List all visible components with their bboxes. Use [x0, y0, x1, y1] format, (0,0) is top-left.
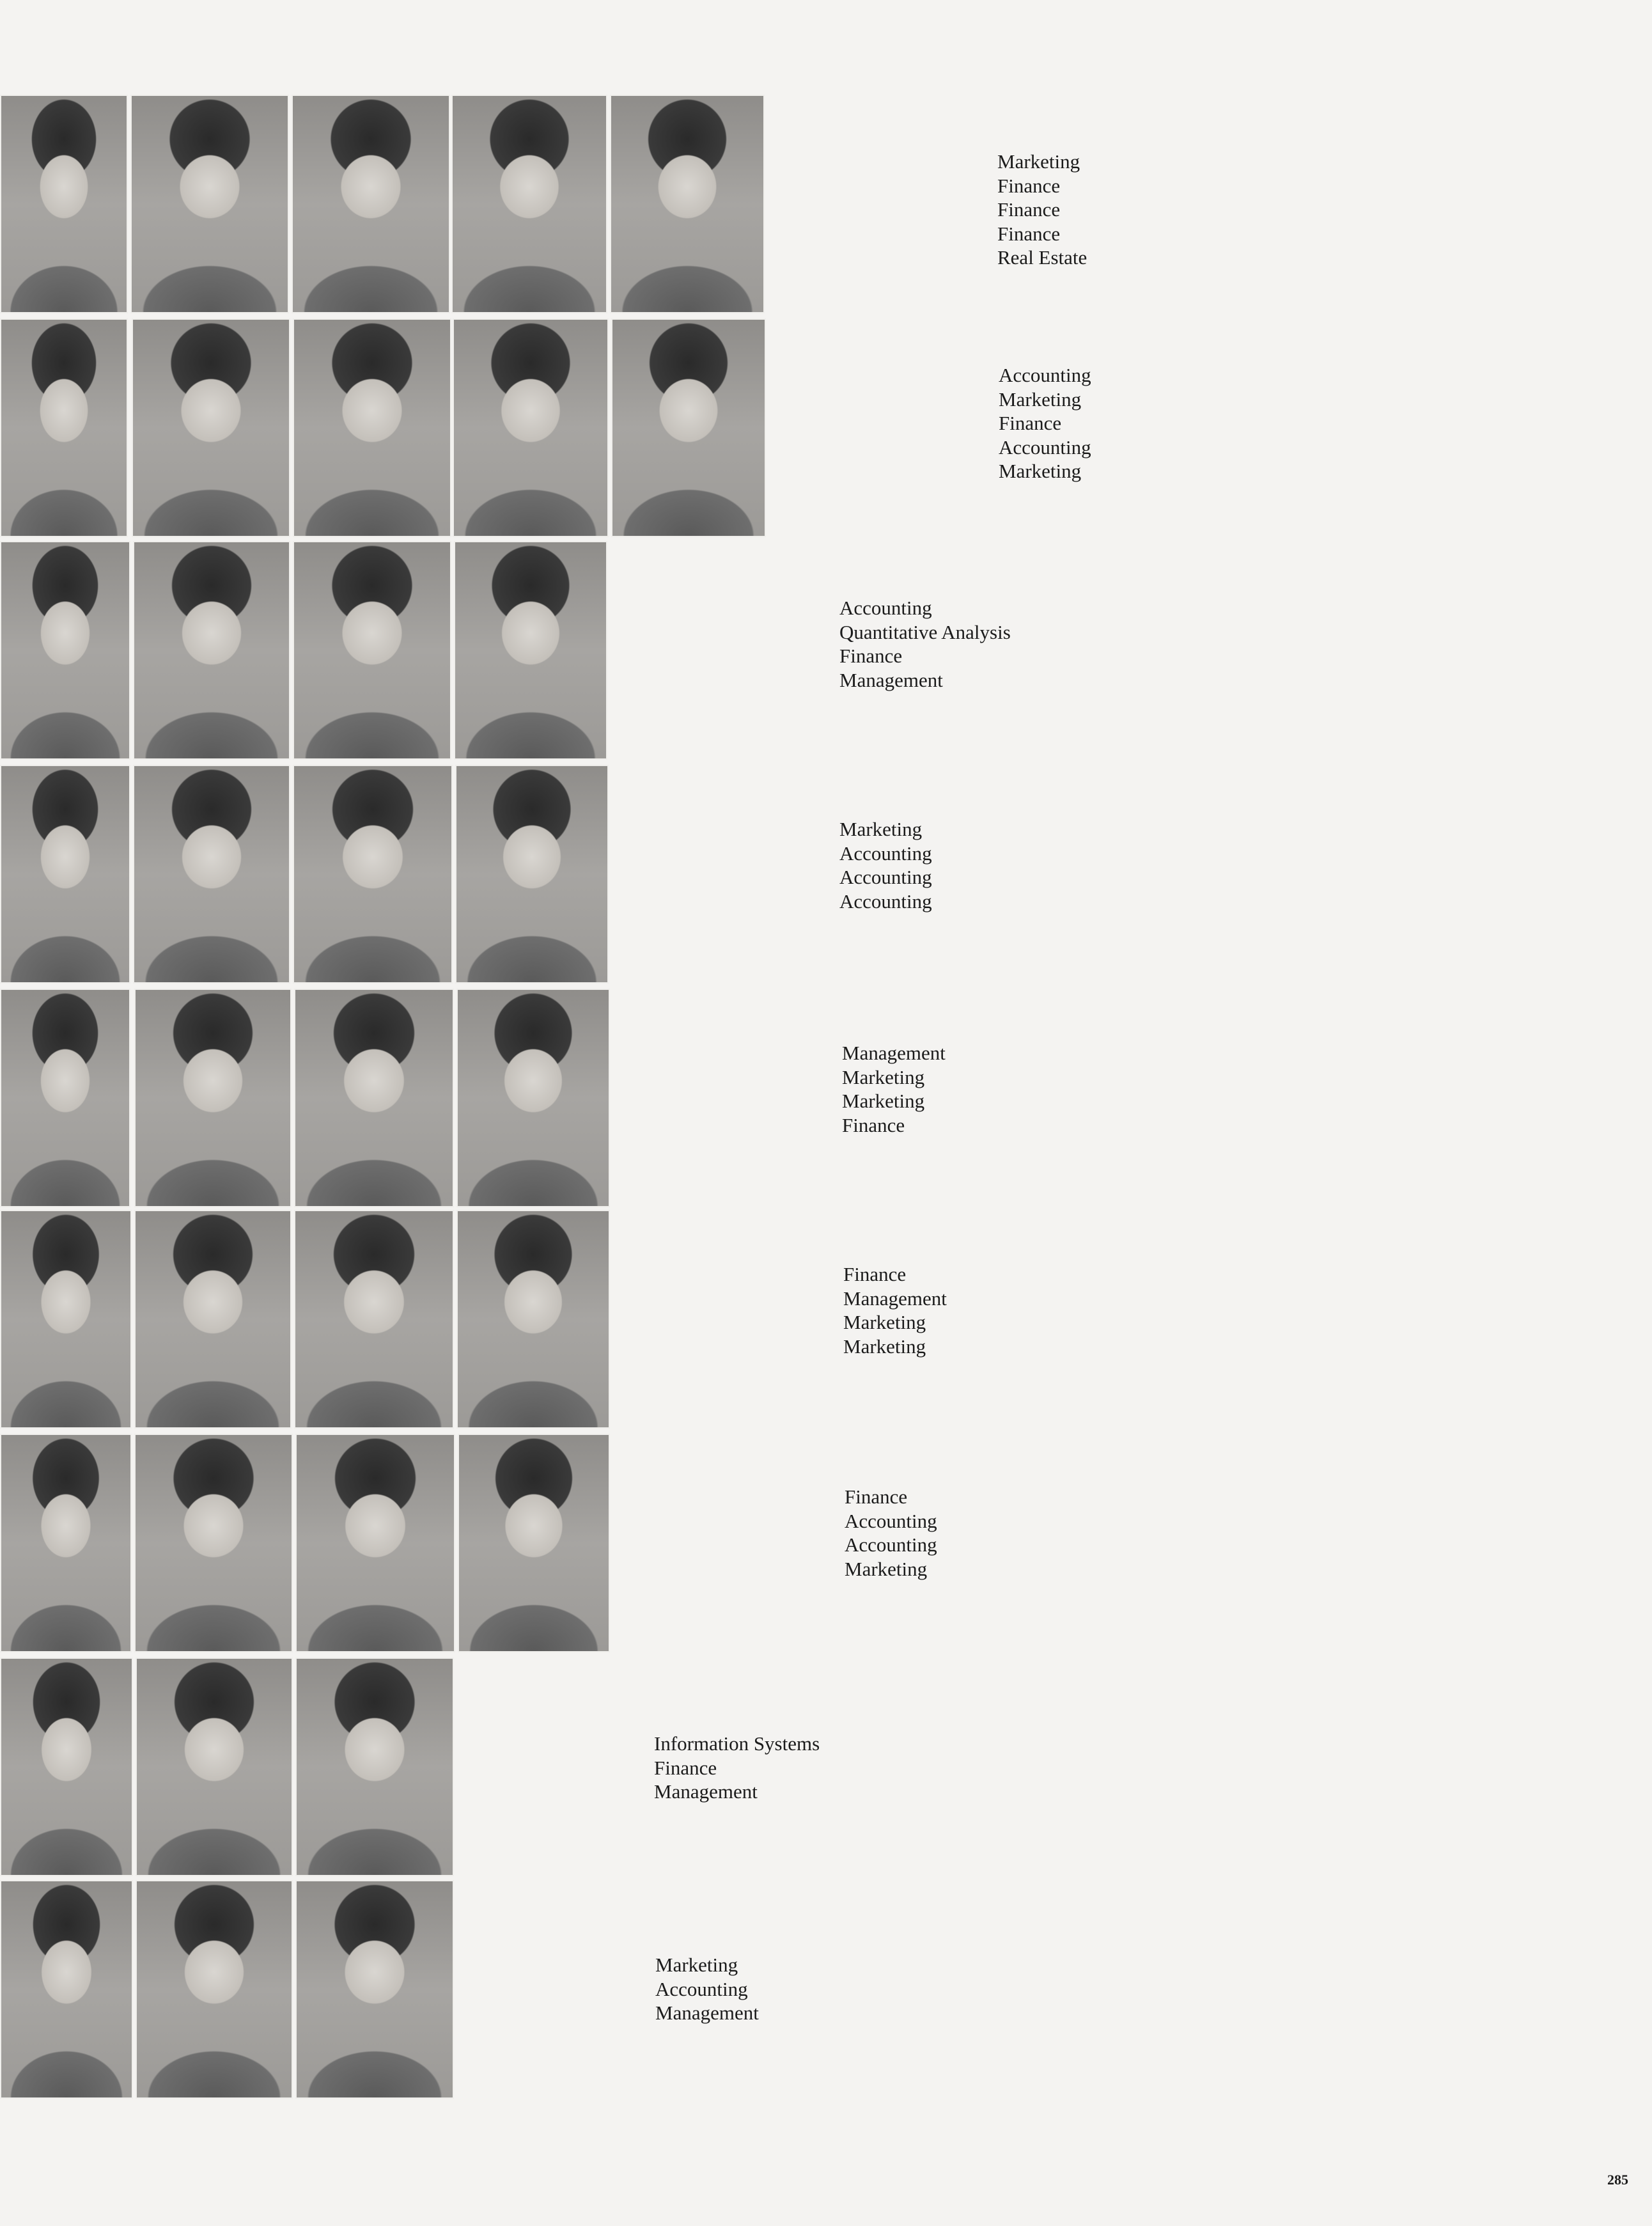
- student-portrait: [293, 318, 451, 537]
- student-portrait: [611, 318, 766, 537]
- majors-column: [839, 596, 1011, 692]
- student-portrait: [0, 765, 130, 984]
- majors-column: [839, 817, 932, 913]
- student-major: Management: [843, 1287, 947, 1310]
- student-major: Finance: [997, 174, 1061, 197]
- student-major: Accounting: [845, 1533, 937, 1556]
- student-portrait: [0, 1658, 133, 1876]
- student-major: Accounting: [839, 842, 932, 865]
- student-major: Marketing: [843, 1311, 926, 1333]
- student-major: Information Systems: [654, 1732, 820, 1755]
- student-major: Finance: [654, 1756, 717, 1779]
- student-portrait: [294, 1210, 454, 1429]
- student-portrait: [292, 95, 450, 313]
- majors-column: [999, 363, 1091, 483]
- student-portrait: [451, 95, 607, 313]
- student-major: Management: [842, 1042, 946, 1064]
- student-major: Finance: [842, 1113, 905, 1136]
- student-portrait: [458, 1434, 610, 1652]
- student-major: Accounting: [839, 597, 932, 619]
- student-major: Marketing: [655, 1954, 738, 1976]
- student-portrait: [0, 1434, 132, 1652]
- student-portrait: [295, 1658, 454, 1876]
- student-major: Finance: [997, 198, 1061, 221]
- student-portrait: [610, 95, 765, 313]
- majors-column: [845, 1485, 937, 1581]
- majors-column: [843, 1262, 947, 1358]
- student-major: Finance: [843, 1263, 907, 1285]
- student-portrait: [295, 1880, 454, 2099]
- student-portrait: [136, 1658, 293, 1876]
- student-portrait: [0, 989, 130, 1207]
- student-portrait: [130, 95, 289, 313]
- student-major: Accounting: [999, 364, 1091, 386]
- student-portrait: [455, 765, 609, 984]
- majors-column: [655, 1953, 759, 2025]
- student-major: Accounting: [655, 1977, 748, 2000]
- student-portrait: [0, 318, 128, 537]
- student-major: Marketing: [842, 1065, 925, 1088]
- student-major: Accounting: [839, 866, 932, 888]
- student-portrait: [294, 989, 454, 1207]
- student-portrait: [136, 1880, 293, 2099]
- student-major: Marketing: [997, 150, 1080, 173]
- student-portrait: [293, 765, 453, 984]
- student-portrait: [0, 95, 128, 313]
- student-major: Quantitative Analysis: [839, 620, 1011, 643]
- student-portrait: [456, 989, 610, 1207]
- student-major: Real Estate: [997, 246, 1087, 269]
- student-major: Marketing: [843, 1335, 926, 1358]
- student-major: Finance: [999, 412, 1062, 434]
- student-portrait: [0, 1880, 133, 2099]
- student-major: Accounting: [999, 435, 1091, 459]
- student-portrait: [134, 989, 292, 1207]
- student-portrait: [295, 1434, 455, 1652]
- student-portrait: [453, 318, 609, 537]
- student-portrait: [132, 318, 290, 537]
- student-major: Marketing: [839, 818, 923, 840]
- student-major: Finance: [839, 645, 903, 667]
- student-major: Accounting: [839, 890, 932, 913]
- majors-column: [842, 1041, 946, 1137]
- student-major: Marketing: [842, 1090, 925, 1112]
- student-major: Finance: [845, 1485, 908, 1508]
- student-portrait: [134, 1210, 292, 1429]
- student-major: Management: [655, 2002, 759, 2024]
- student-portrait: [133, 765, 290, 984]
- student-major: Finance: [997, 222, 1061, 245]
- student-major: Marketing: [999, 460, 1082, 482]
- page-number: 285: [1607, 2172, 1628, 2188]
- majors-column: [654, 1732, 820, 1804]
- student-portrait: [456, 1210, 610, 1429]
- majors-column: [997, 150, 1087, 270]
- student-portrait: [0, 1210, 132, 1429]
- student-major: Management: [654, 1780, 758, 1803]
- student-portrait: [293, 541, 451, 760]
- student-major: Accounting: [845, 1509, 937, 1532]
- student-portrait: [454, 541, 607, 760]
- student-portrait: [0, 541, 130, 760]
- student-major: Marketing: [845, 1557, 928, 1580]
- student-portrait: [133, 541, 290, 760]
- student-major: Management: [839, 668, 943, 691]
- student-portrait: [134, 1434, 293, 1652]
- student-major: Marketing: [999, 388, 1082, 411]
